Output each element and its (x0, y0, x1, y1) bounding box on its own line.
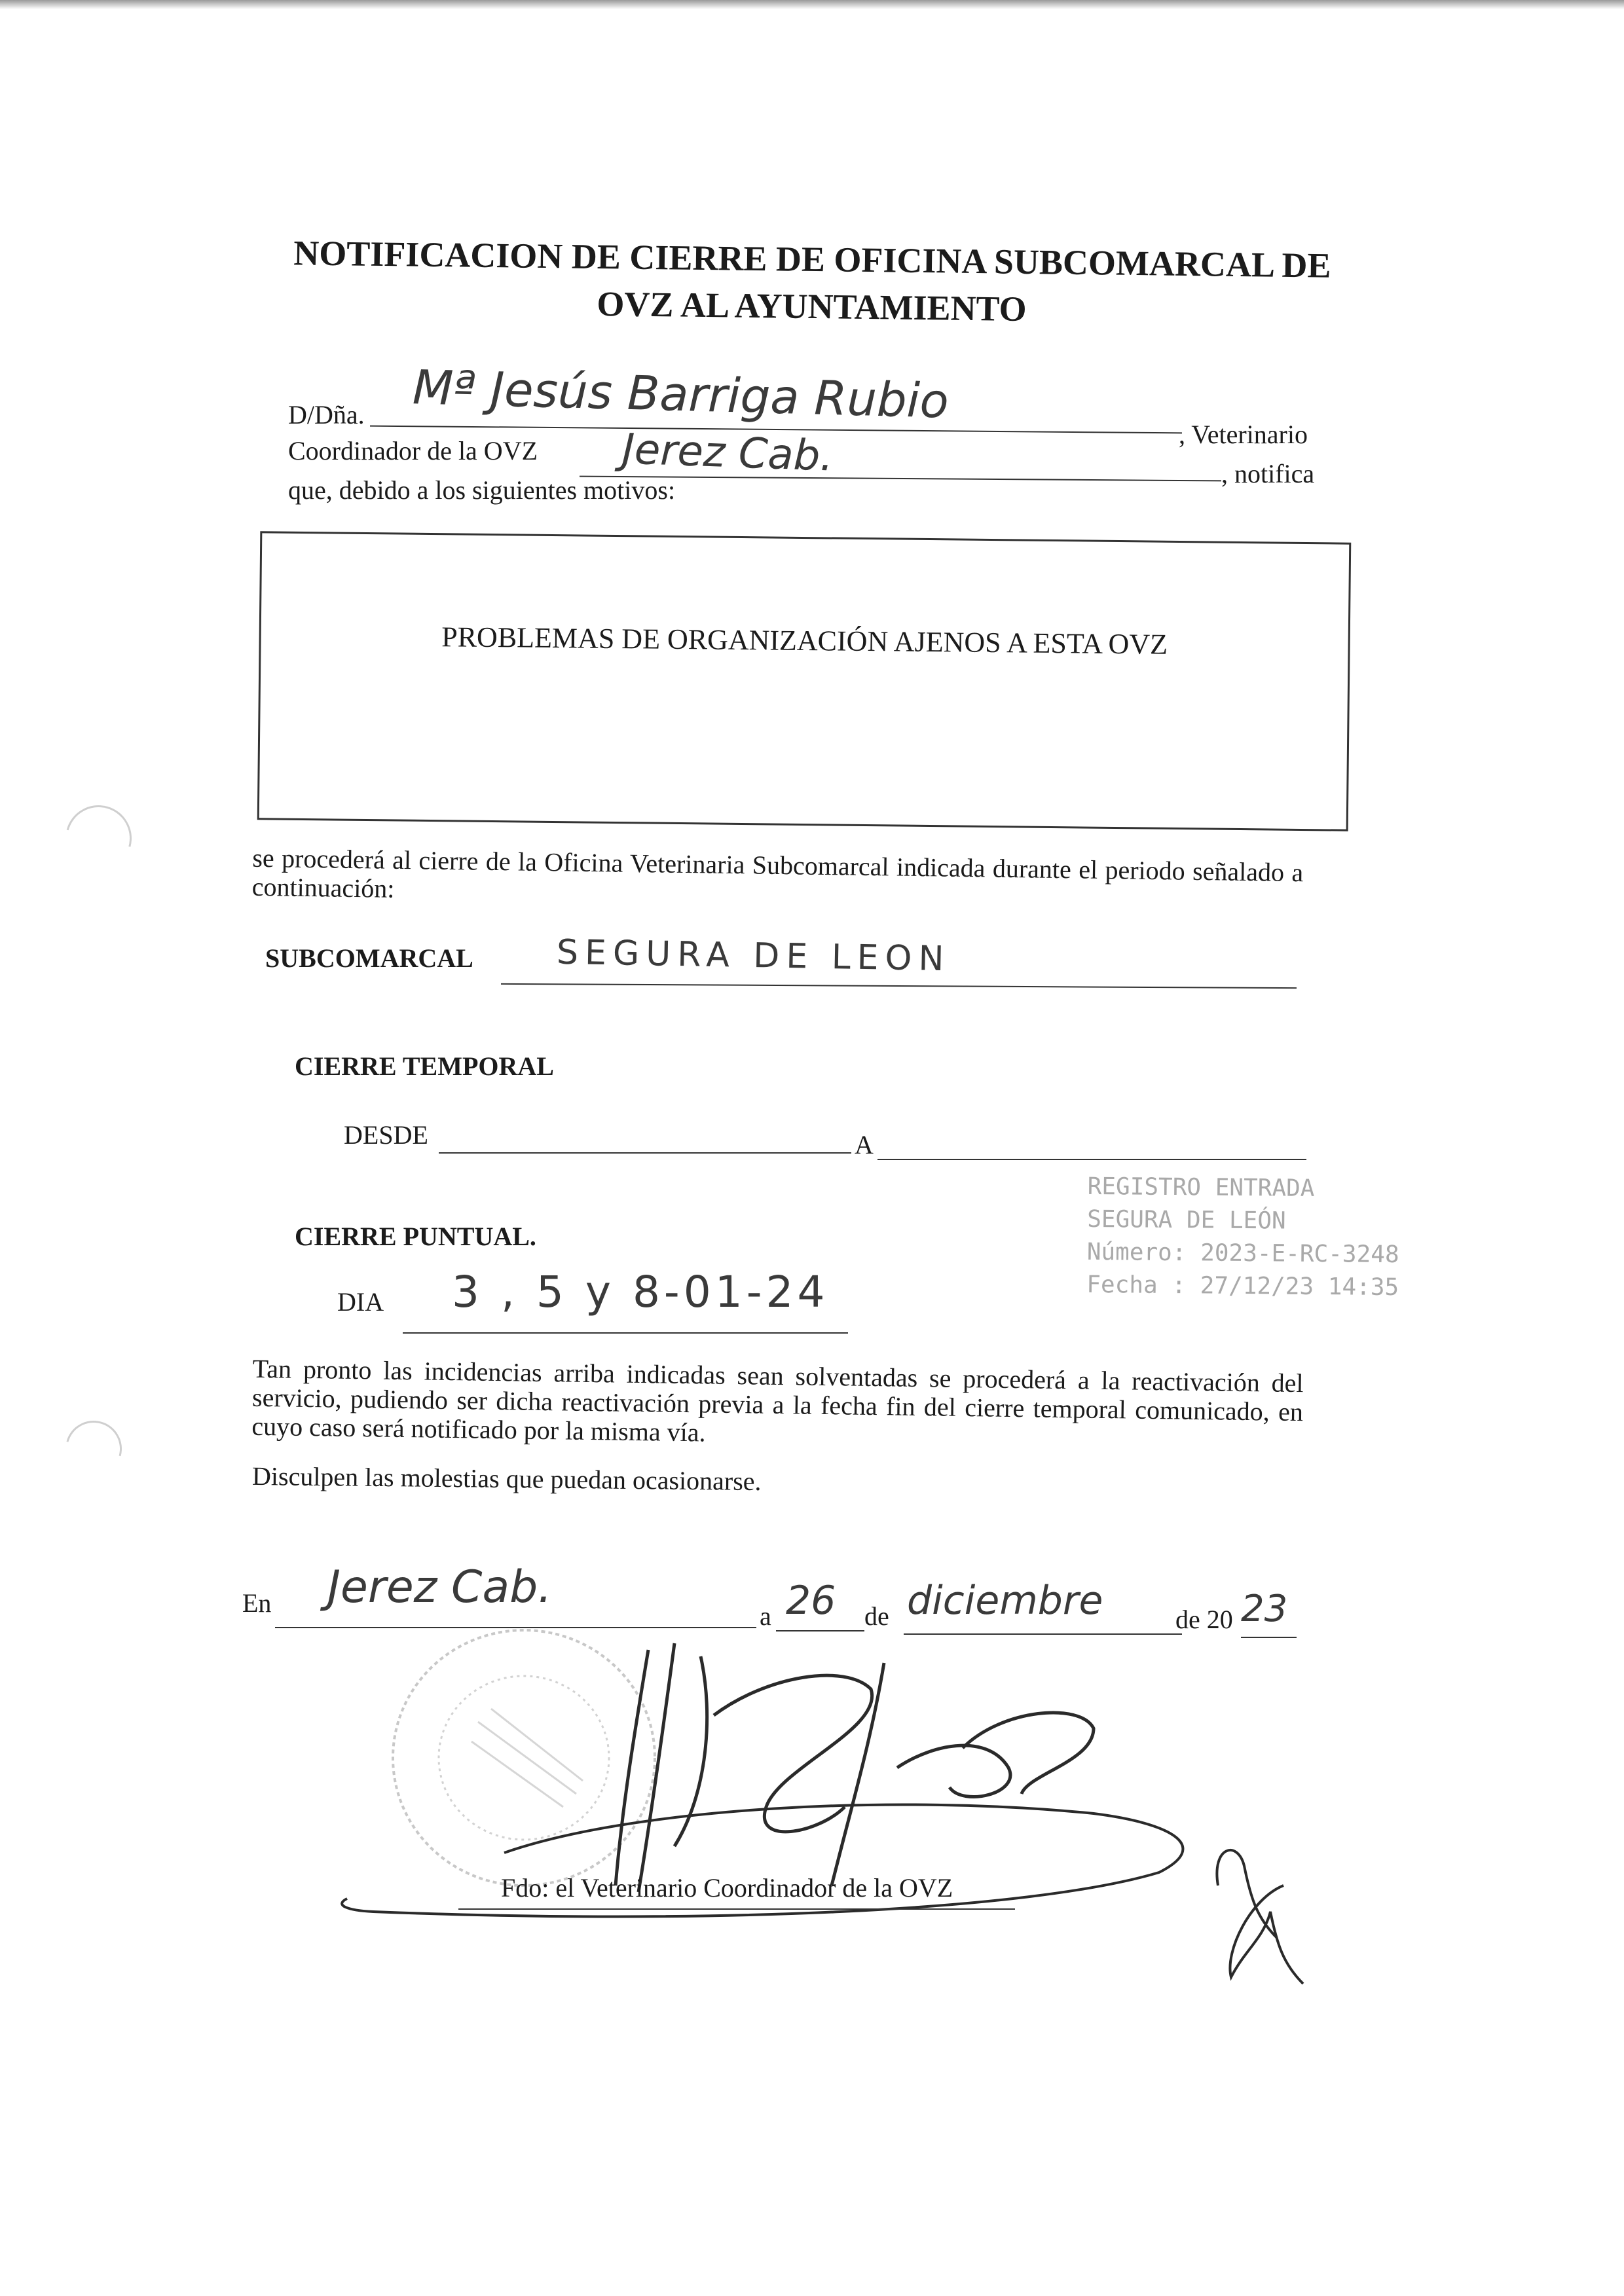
scan-edge (0, 0, 1624, 9)
year-handwritten: 23 (1241, 1588, 1288, 1630)
dia-handwritten: 3 , 5 y 8-01-24 (452, 1267, 829, 1317)
a-label: A (855, 1130, 874, 1159)
stamp-line-4: Fecha : 27/12/23 14:35 (1086, 1271, 1399, 1302)
title-line-1: NOTIFICACION DE CIERRE DE OFICINA SUBCOMARCAL DE (293, 233, 1331, 285)
subcomarcal-line (501, 983, 1297, 989)
de-label: de (864, 1601, 889, 1631)
subcomarcal-handwritten: SEGURA DE LEON (556, 932, 951, 979)
punch-hole-top (54, 793, 144, 884)
a-line (877, 1159, 1306, 1160)
veterinario-label: , Veterinario (1179, 420, 1308, 449)
place-handwritten: Jerez Cab. (327, 1561, 552, 1613)
apology-text: Disculpen las molestias que puedan ocasionarse. (251, 1461, 762, 1497)
page-title (196, 228, 1428, 338)
registry-stamp (1086, 1171, 1400, 1304)
month-line (904, 1633, 1182, 1635)
day-handwritten: 26 (786, 1578, 836, 1624)
closure-intro: se procederá al cierre de la Oficina Veterinaria Subcomarcal indicada durante el periodo señalado a continuación: (251, 843, 1304, 903)
reason-box (257, 531, 1352, 831)
signature (308, 1637, 1290, 1951)
stamp-line-2: SEGURA DE LEÓN (1087, 1205, 1286, 1235)
month-handwritten: diciembre (907, 1578, 1103, 1624)
title-line-2: OVZ AL AYUNTAMIENTO (597, 283, 1027, 329)
a-date-label: a (760, 1601, 771, 1631)
signature-caption: Fdo: el Veterinario Coordinador de la OVZ (501, 1873, 953, 1903)
stamp-line-1: REGISTRO ENTRADA (1087, 1173, 1315, 1202)
year-label: de 20 (1175, 1605, 1233, 1634)
subcomarcal-label: SUBCOMARCAL (265, 943, 473, 973)
dia-line (403, 1332, 848, 1334)
stamp-line-3: Número: 2023-E-RC-3248 (1086, 1238, 1399, 1269)
ovz-handwritten: Jerez Cab. (621, 425, 834, 481)
day-line (776, 1630, 864, 1631)
en-label: En (242, 1588, 272, 1618)
closing-paragraph: Tan pronto las incidencias arriba indicadas sean solventadas se procederá a la reactivación del servicio, pudiendo ser dicha reactivación previa a la fecha fin del cierre temporal comunicado, en cuyo caso será notificado por la misma vía. (251, 1353, 1304, 1448)
reason-text: PROBLEMAS DE ORGANIZACIÓN AJENOS A ESTA OVZ (441, 621, 1168, 661)
name-handwritten: Mª Jesús Barriga Rubio (412, 359, 950, 429)
puntual-heading: CIERRE PUNTUAL. (295, 1222, 536, 1251)
ovz-line (580, 476, 1221, 482)
signature-line (458, 1908, 1015, 1910)
margin-initial (1211, 1872, 1310, 1990)
temporal-heading: CIERRE TEMPORAL (295, 1051, 554, 1081)
coordinator-label: Coordinador de la OVZ (288, 436, 538, 465)
notifica-label: , notifica (1221, 459, 1315, 488)
punch-hole-bottom (55, 1410, 132, 1487)
desde-label: DESDE (344, 1120, 428, 1150)
desde-line (439, 1152, 851, 1154)
dia-label: DIA (337, 1287, 384, 1317)
reasons-intro: que, debido a los siguientes motivos: (288, 475, 676, 505)
declarant-label: D/Dña. (288, 400, 365, 429)
